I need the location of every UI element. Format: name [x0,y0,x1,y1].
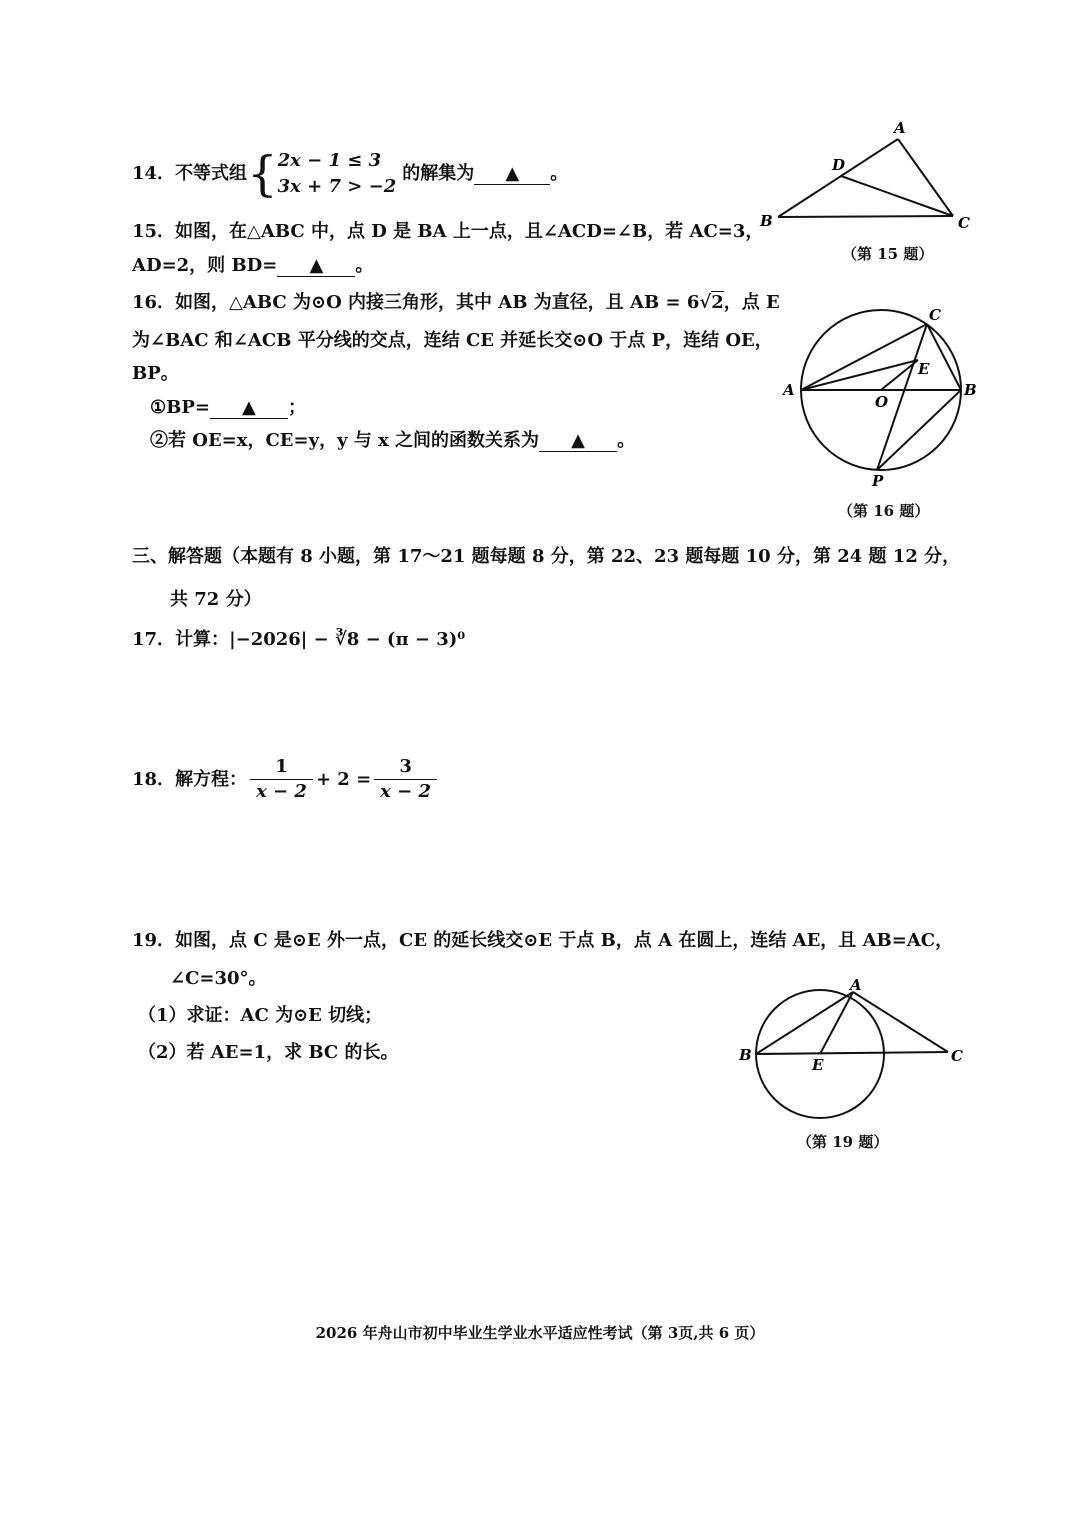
label-A: A [894,119,906,137]
q15-text-2: AD=2，则 BD= [132,255,278,276]
q18-frac2-denominator: x − 2 [380,781,432,802]
q17 [132,627,465,653]
q18-frac2-numerator: 3 [374,755,437,780]
figure-16 [775,300,985,495]
label-E: E [812,1056,824,1074]
q16-sub2-blank: ▲ [539,431,617,452]
q14 [132,146,568,202]
label-A: A [850,976,862,994]
label-O: O [875,393,889,411]
q16-line1 [132,290,780,316]
segment-AE [820,992,853,1054]
label-C: C [958,214,970,232]
q14-answer-blank: ▲ [474,164,550,185]
segment-BP [877,390,961,470]
q16-sub1-blank: ▲ [210,398,288,419]
q18-number: 18． [132,768,176,790]
q19-number: 19． [132,930,176,951]
segment-CB [927,324,961,390]
q15-text-1: 如图，在△ABC 中，点 D 是 BA 上一点，且∠ACD=∠B，若 AC=3， [175,221,764,242]
q16-sqrt-radicand: 2 [711,292,724,313]
q16-line3 [132,361,179,387]
segment-BA [778,139,898,217]
label-C: C [951,1047,963,1065]
q16-sub1-text: ①BP= [150,397,210,418]
q19-part1-text: （1）求证：AC 为⊙E 切线； [138,1005,383,1026]
segment-BA [756,992,853,1054]
q18-frac1-numerator: 1 [250,755,313,780]
label-D: D [832,156,846,174]
q14-end: 。 [550,163,569,184]
q18 [132,755,440,804]
q15-number: 15． [132,221,176,242]
label-C: C [929,306,941,324]
label-P: P [872,472,884,490]
q16-sub1 [150,395,306,421]
q15-end: 。 [355,255,374,276]
q16-text-2: 为∠BAC 和∠ACB 平分线的交点，连结 CE 并延长交⊙O 于点 P，连结 OE， [132,330,773,351]
q16-sub2-end: 。 [617,430,636,451]
q16-text-1b: ，点 E [723,292,780,313]
q17-lead: 计算： [175,629,230,650]
q14-brace: { [247,146,278,202]
q14-lead: 不等式组 [175,163,248,184]
q14-inequality-2: 3x + 7 > −2 [277,176,397,197]
q14-system [278,148,397,200]
label-B: B [964,381,977,399]
q18-middle: + 2 = [315,768,372,790]
q14-tail: 的解集为 [402,163,475,184]
q19-line2 [170,966,267,992]
label-B: B [760,212,773,230]
sqrt-sign: √ [699,292,712,313]
page-footer: 2026 年舟山市初中毕业生学业水平适应性考试（第 3页,共 6 页） [315,1324,765,1342]
q19-part2-text: （2）若 AE=1，求 BC 的长。 [138,1042,399,1063]
q17-number: 17． [132,629,176,650]
q16-text-3: BP。 [132,363,179,384]
figure-15 [750,118,980,238]
q18-frac1-denominator: x − 2 [256,781,307,802]
q16-text-1a: 如图，△ABC 为⊙O 内接三角形，其中 AB 为直径，且 AB = 6 [175,292,700,313]
q19-text-2: ∠C=30°。 [170,968,267,989]
q15-line1 [132,219,763,245]
figure-15-caption: （第 15 题） [842,245,934,263]
label-A: A [783,381,795,399]
q14-inequality-1: 2x − 1 ≤ 3 [277,150,382,171]
q16-number: 16． [132,292,176,313]
q18-fraction-1 [250,755,313,804]
label-E: E [918,360,930,378]
figure-16-caption: （第 16 题） [838,502,930,520]
segment-AC [853,992,948,1052]
q15-line2 [132,253,373,279]
q18-lead: 解方程： [175,768,248,790]
q16-sub2 [150,428,635,454]
section-3-heading-cont [170,587,262,613]
q16-sub1-end: ； [287,397,306,418]
segment-DC [841,176,953,216]
q15-answer-blank: ▲ [277,256,355,277]
q19-part2 [138,1040,399,1066]
q19-part1 [138,1003,382,1029]
q19-line1 [132,928,953,954]
figure-19 [730,972,980,1122]
section-3-line2: 共 72 分） [170,589,262,610]
q16-line2 [132,328,773,354]
label-B: B [739,1046,752,1064]
q19-text-1: 如图，点 C 是⊙E 外一点，CE 的延长线交⊙E 于点 B，点 A 在圆上，连结 AE，且 AB=AC， [175,930,954,951]
segment-AC [898,139,953,216]
q16-sub2-text: ②若 OE=x，CE=y，y 与 x 之间的函数关系为 [150,430,540,451]
segment-BC [756,1052,948,1054]
segment-BC [778,216,953,217]
section-3-line1: 三、解答题（本题有 8 小题，第 17～21 题每题 8 分，第 22、23 题每题 10 分，第 24 题 12 分， [132,546,961,567]
figure-19-caption: （第 19 题） [797,1133,889,1151]
q17-expression: |−2026| − ∛8 − (π − 3)⁰ [229,629,466,650]
q14-number: 14． [132,163,176,184]
q18-fraction-2 [374,755,437,804]
section-3-heading [132,544,960,570]
